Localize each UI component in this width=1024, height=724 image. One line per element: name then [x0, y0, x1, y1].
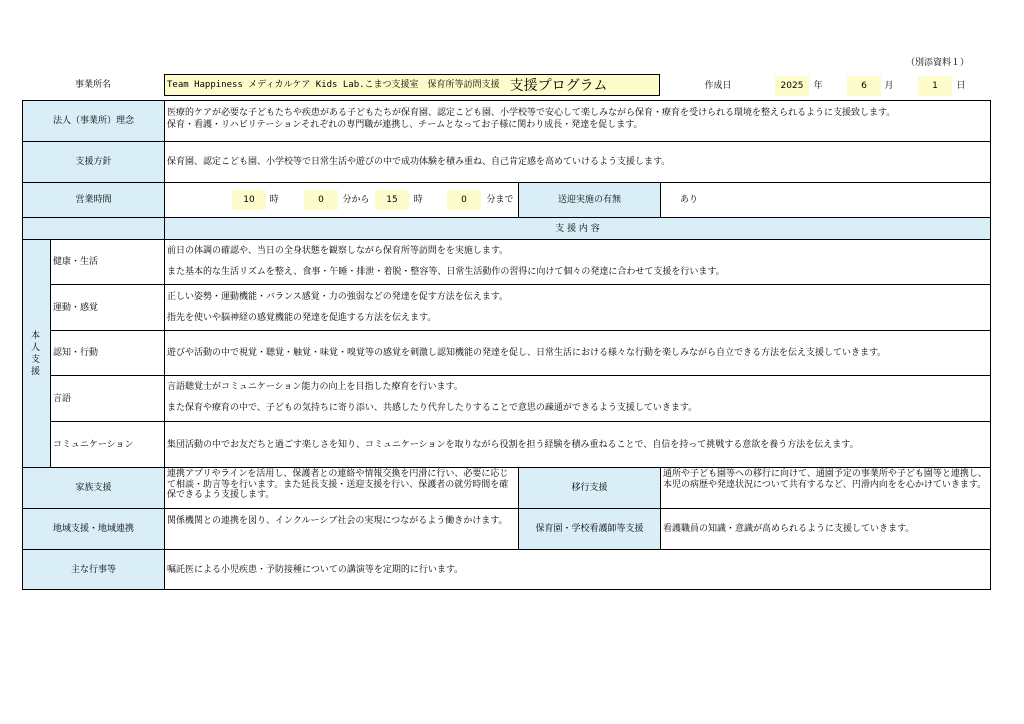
day-unit: 日 [956, 81, 966, 91]
start-minute: 0 [304, 190, 338, 210]
created-year: 2025 [775, 76, 809, 96]
divider [22, 239, 991, 240]
hour-unit-1: 時 [269, 195, 279, 205]
divider [660, 182, 661, 217]
transport-value: あり [680, 195, 699, 205]
minute-until: 分まで [486, 195, 514, 205]
hours-label: 営業時間 [23, 183, 164, 217]
philosophy-text: 医療的ケアが必要な子どもたちや疾患がある子どもたちが保育園、認定こども園、小学校等で安心して楽しみながら保育・療育を受けられる環境を整えられるように支援致します。 保育・看護・リハビリテーションそれぞれの専門職が連携し、チームとなってお子様に関わり成長・発達を促します。 [167, 108, 896, 130]
transition-label: 移行支援 [519, 468, 660, 508]
row-motor-line2: 指先を使いや脳神経の感覚機能の発達を促進する方法を伝えます。 [167, 313, 437, 323]
office-label: 事業所名 [74, 80, 111, 90]
philosophy-label: 法人（事業所）理念 [23, 101, 164, 141]
community-text: 関係機関との連携を図り、インクルーシブ社会の実現につながるよう働きかけます。 [167, 516, 508, 526]
row-health-line2: また基本的な生活リズムを整え、食事・午睡・排泄・着脱・整容等、日常生活動作の習得に向けて個々の発達に合わせて支援を行います。 [167, 267, 725, 277]
personal-support-label: 本人支援 [31, 331, 41, 377]
personal-support-label-cell [23, 240, 50, 467]
transition-text: 通所や子ども園等への移行に向けて、通園予定の事業所や子ども園等と連携し、本児の病歴や発達状況について共有するなど、円滑内向をを心かけていきます。 [663, 469, 987, 490]
row-label-cognition: 認知・行動 [53, 348, 99, 358]
divider [50, 375, 991, 376]
year-unit: 年 [813, 81, 823, 91]
divider [22, 467, 991, 468]
created-day: 1 [918, 76, 952, 96]
end-hour: 15 [375, 190, 409, 210]
office-name: Team Happiness メディカルケア Kids Lab.こまつ支援室 保育所等訪問支援 [167, 80, 500, 90]
support-header-left [23, 218, 164, 239]
month-unit: 月 [884, 81, 894, 91]
family-label: 家族支援 [23, 468, 164, 508]
row-label-health: 健康・生活 [53, 257, 99, 267]
row-communication-line1: 集団活動の中でお友だちと過ごす楽しさを知り、コミュニケーションを取りながら役割を担う経験を積み重ねることで、自信を持って挑戦する意欲を養う方法を伝えます。 [167, 439, 859, 450]
community-label: 地域支援・地域連携 [23, 509, 164, 549]
row-motor-line1: 正しい姿勢・運動機能・バランス感覚・力の強弱などの発達を促す方法を伝えます。 [167, 292, 509, 302]
created-label: 作成日 [704, 81, 732, 91]
row-cognition-line1: 遊びや活動の中で視覚・聴覚・触覚・味覚・嗅覚等の感覚を刺激し認知機能の発達を促し、日常生活における様々な行動を楽しみながら自立できる方法を伝え支援していきます。 [167, 348, 887, 358]
divider [518, 182, 519, 217]
hour-unit-2: 時 [413, 195, 423, 205]
minute-from: 分から [342, 195, 370, 205]
family-text: 連携アプリやラインを活用し、保護者との連絡や情報交換を円滑に行い、必要に応じて相談・助言等を行います。また延長支援・送迎支援を行い、保護者の就労時間を確保できるよう支援します。 [167, 469, 509, 500]
nurse-support-text: 看護職員の知識・意識が高められるように支援していきます。 [663, 524, 915, 534]
created-month: 6 [847, 76, 881, 96]
events-label: 主な行事等 [23, 550, 164, 589]
row-label-language: 言語 [53, 393, 72, 404]
start-hour: 10 [232, 190, 266, 210]
policy-label: 支援方針 [23, 142, 164, 182]
events-text: 嘱託医による小児疾患・予防接種についての講演等を定期的に行います。 [167, 564, 464, 575]
support-content-header: 支 援 内 容 [165, 218, 990, 239]
policy-text: 保育園、認定こども園、小学校等で日常生活や遊びの中で成功体験を積み重ね、自己肯定感を高めていけるよう支援します。 [167, 157, 671, 167]
divider [50, 239, 51, 467]
row-label-motor: 運動・感覚 [53, 302, 99, 313]
nurse-support-label: 保育園・学校看護師等支援 [519, 509, 660, 549]
divider [22, 182, 991, 183]
end-minute: 0 [447, 190, 481, 210]
row-language-line2: また保育や療育の中で、子どもの気持ちに寄り添い、共感したり代弁したりすることで意思の疎通ができるよう支援していきます。 [167, 403, 698, 413]
row-health-line1: 前日の体調の確認や、当日の全身状態を観察しながら保育所等訪問をを実施します。 [167, 246, 509, 256]
program-title: 支援プログラム [509, 78, 608, 94]
divider [50, 284, 991, 285]
attachment-note: （別添資料１） [906, 58, 970, 68]
office-name-box [164, 74, 660, 96]
transport-label: 送迎実施の有無 [519, 183, 660, 217]
row-language-line1: 言語聴覚士がコミュニケーション能力の向上を目指した療育を行います。 [167, 382, 463, 392]
row-label-communication: コミュニケーション [53, 439, 134, 450]
